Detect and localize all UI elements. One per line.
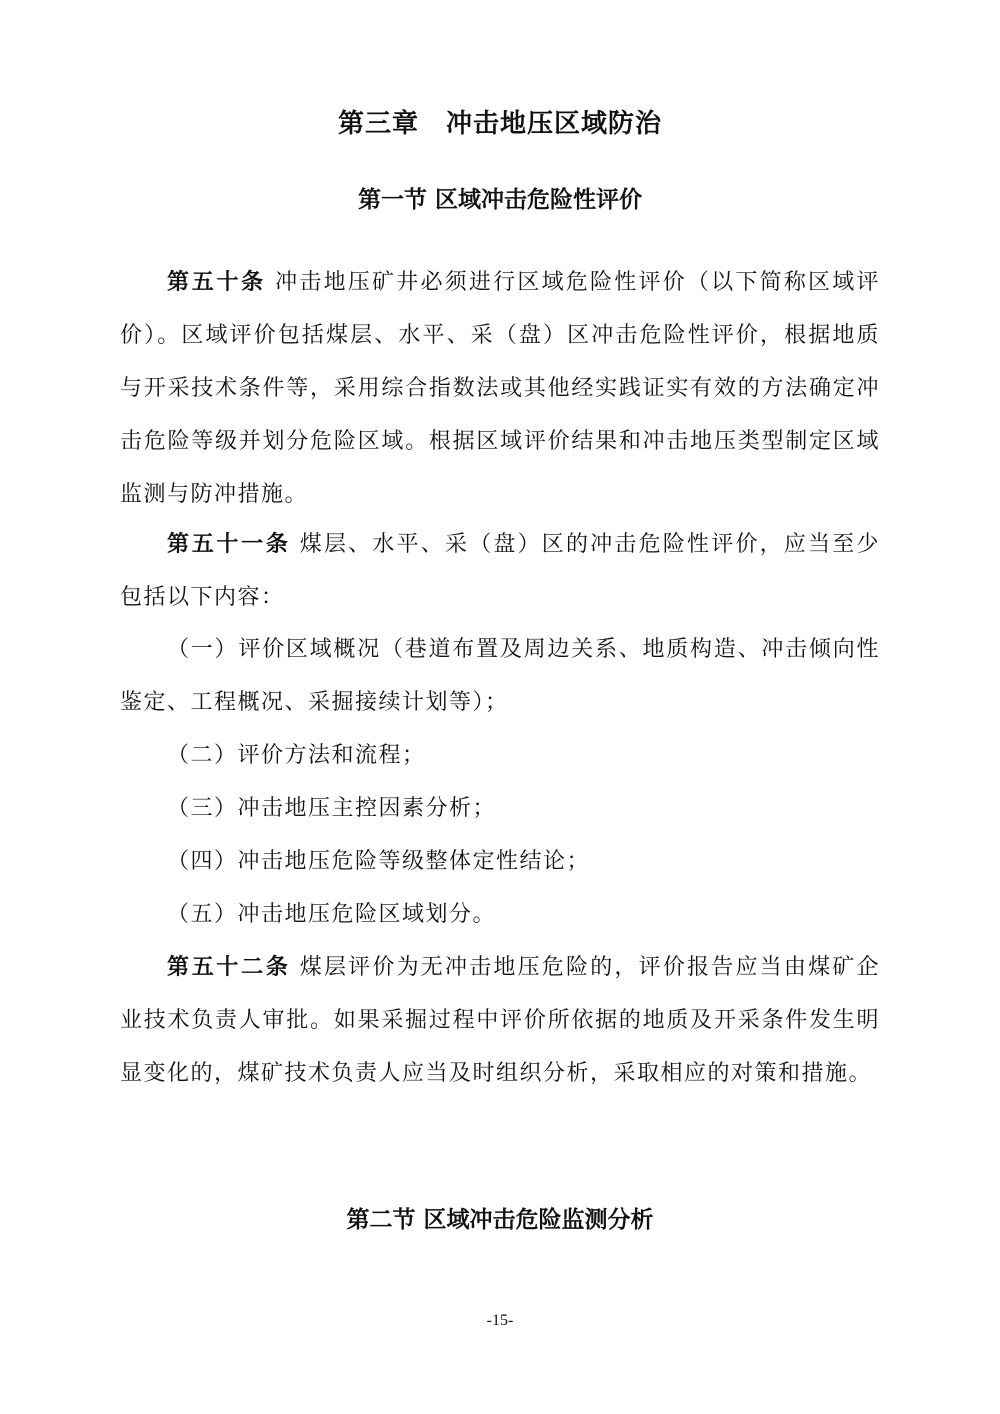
- page-number: -15-: [486, 1312, 514, 1329]
- list-item-5: （五）冲击地压危险区域划分。: [167, 902, 497, 927]
- list-item-2: （二）评价方法和流程；: [167, 743, 426, 768]
- article-52-label: 第五十二条: [167, 955, 291, 980]
- article-52: [120, 941, 880, 1100]
- article-51-text: 煤层、水平、采（盘）区的冲击危险性评价，应当至少包括以下内容：: [120, 532, 880, 610]
- list-item-4: （四）冲击地压危险等级整体定性结论；: [167, 849, 591, 874]
- article-51-label: 第五十一条: [167, 532, 291, 557]
- article-51: [120, 518, 880, 624]
- section-title-1: 第一节 区域冲击危险性评价: [357, 187, 642, 213]
- article-50: [120, 256, 880, 521]
- article-50-label: 第五十条: [167, 270, 266, 295]
- list-item-1: （一）评价区域概况（巷道布置及周边关系、地质构造、冲击倾向性鉴定、工程概况、采掘接续计划等）；: [120, 637, 880, 715]
- article-50-text: 冲击地压矿井必须进行区域危险性评价（以下简称区域评价）。区域评价包括煤层、水平、采（盘）区冲击危险性评价，根据地质与开采技术条件等，采用综合指数法或其他经实践证实有效的方法确定冲击危险等级并划分危险区域。根据区域评价结果和冲击地压类型制定区域监测与防冲措施。: [120, 270, 880, 507]
- section-title-2: 第二节 区域冲击危险监测分析: [346, 1207, 654, 1233]
- list-item-3: （三）冲击地压主控因素分析；: [167, 796, 497, 821]
- article-52-text: 煤层评价为无冲击地压危险的，评价报告应当由煤矿企业技术负责人审批。如果采掘过程中评价所依据的地质及开采条件发生明显变化的，煤矿技术负责人应当及时组织分析，采取相应的对策和措施。: [120, 955, 880, 1086]
- chapter-title: 第三章 冲击地压区域防治: [337, 109, 662, 139]
